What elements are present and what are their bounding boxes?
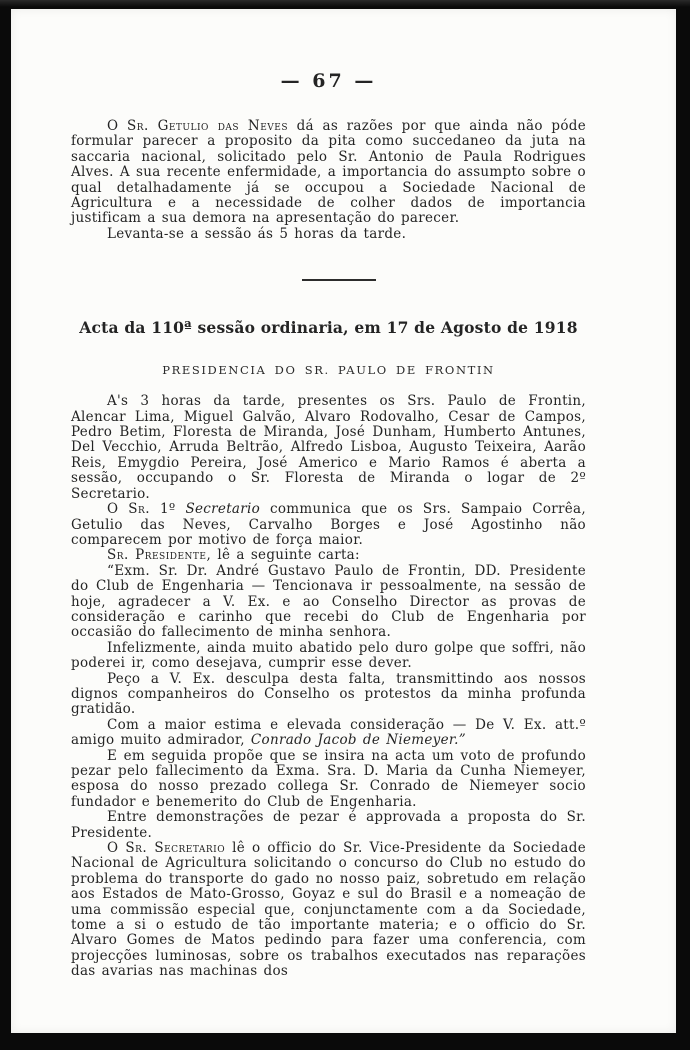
text-run: Levanta-se a sessão ás 5 horas da tarde. [107, 225, 407, 242]
text-run: lê a seguinte carta: [211, 547, 360, 564]
text-run: 1º [150, 501, 186, 518]
text-run: O [107, 840, 126, 857]
paragraph-secretary-reads-oficios [71, 841, 586, 980]
paragraph-president-reads-letter [71, 548, 586, 563]
text-run-smallcaps: Sr. [128, 501, 151, 518]
paragraph-motion-approved [71, 810, 586, 841]
text-run-smallcaps: Sr. Secretario [125, 840, 226, 857]
text-run-italic: Secretario [185, 501, 261, 518]
document-page [11, 9, 676, 1033]
text-run: “Exm. Sr. Dr. André Gustavo Paulo de Frontin, DD. Presidente do Club de Engenharia — Tencionava ir pessoalmente, na sessão de hoje, agradecer a V. Ex. e ao Conselho Director as provas de consideração e carinho que recebi do Club de Engenharia por occasião do fallecimento de minha senhora. [71, 562, 586, 641]
acta-title: Acta da 110ª sessão ordinaria, em 17 de Agosto de 1918 [79, 318, 578, 338]
paragraph-getulio-report [71, 119, 586, 227]
paragraph-letter-signature [71, 718, 586, 749]
text-run: E em seguida propõe que se insira na acta um voto de profundo pezar pelo fallecimento da Exma. Sra. D. Maria da Cunha Niemeyer, esposa do nosso prezado collega Sr. Conrado de Niemeyer socio fundador e benemerito do Club de Engenharia. [71, 747, 586, 810]
text-run: Entre demonstrações de pezar é approvada a proposta do Sr. Presidente. [71, 809, 586, 841]
text-run: O [107, 118, 127, 134]
text-run: lê o officio do Sr. Vice-Presidente da Sociedade Nacional de Agricultura solicitando o concurso do Club no estudo do problema do transporte do gado no nosso paiz, sobretudo em relação aos Estados de Mato-Grosso, Goyaz e sul do Brasil e a nomeação de uma commissão especial que, conjunctamente com a da Sociedade, tome a si o estudo de tão importante materia; e o officio do Sr. Alvaro Gomes de Matos pedindo para fazer uma conferencia, com projecções luminosas, sobre os trabalhos executados nas reparações das avarias nas machinas dos [71, 840, 586, 980]
paragraph-session-adjourned [71, 227, 586, 242]
paragraph-attendance [71, 394, 586, 502]
text-run: Infelizmente, ainda muito abatido pelo duro golpe que soffri, não poderei ir, como desejava, cumprir esse dever. [71, 639, 586, 672]
text-run: O [107, 501, 129, 518]
paragraph-letter-regret [71, 641, 586, 672]
page-number: — 67 — [280, 70, 377, 92]
text-run-smallcaps: Sr. Getulio das Neves [126, 118, 288, 134]
text-run: Com a maior estima e elevada consideração — De V. Ex. att.º amigo muito admirador, [71, 716, 586, 749]
paragraph-letter-apology [71, 672, 586, 718]
text-run: dá as razões por que ainda não póde formular parecer a proposito da pita como succedaneo da juta na saccaria nacional, solicitado pelo Sr. Antonio de Paula Rodrigues Alves. A sua recente enfermidade, a importancia do assumpto sobre o qual detalhadamente já se occupou a Sociedade Nacional de Agricultura e a necessidade de colher dados de importancia justificam a sua demora na apresentação do parecer. [71, 118, 586, 227]
text-run-italic: Conrado Jacob de Niemeyer.” [250, 732, 466, 749]
paragraph-condolence-motion [71, 749, 586, 811]
acta-body [71, 394, 586, 979]
text-run: A's 3 horas da tarde, presentes os Srs. Paulo de Frontin, Alencar Lima, Miguel Galvão, Alvaro Rodovalho, Cesar de Campos, Pedro Betim, Floresta de Miranda, José Dunham, Humberto Antunes, Del Vecchio, Arruda Beltrão, Alfredo Lisboa, Augusto Teixeira, Aarão Reis, Emygdio Pereira, José Americo e Mario Ramos é aberta a sessão, occupando o Sr. Floresta de Miranda o logar de 2º Secretario. [71, 393, 586, 502]
section-divider-rule [302, 279, 376, 281]
paragraph-letter-opening [71, 564, 586, 641]
paragraph-secretary-announcement [71, 502, 586, 548]
text-run-smallcaps: Sr. Presidente, [107, 547, 212, 564]
text-run: Peço a V. Ex. desculpa desta falta, transmittindo aos nossos dignos companheiros do Conselho os protestos da minha profunda gratidão. [71, 670, 586, 718]
presidency-subtitle: PRESIDENCIA DO SR. PAULO DE FRONTIN [162, 363, 495, 378]
text-run: communica que os Srs. Sampaio Corrêa, Getulio das Neves, Carvalho Borges e José Agostinho não comparecem por motivo de força maior. [71, 501, 586, 548]
